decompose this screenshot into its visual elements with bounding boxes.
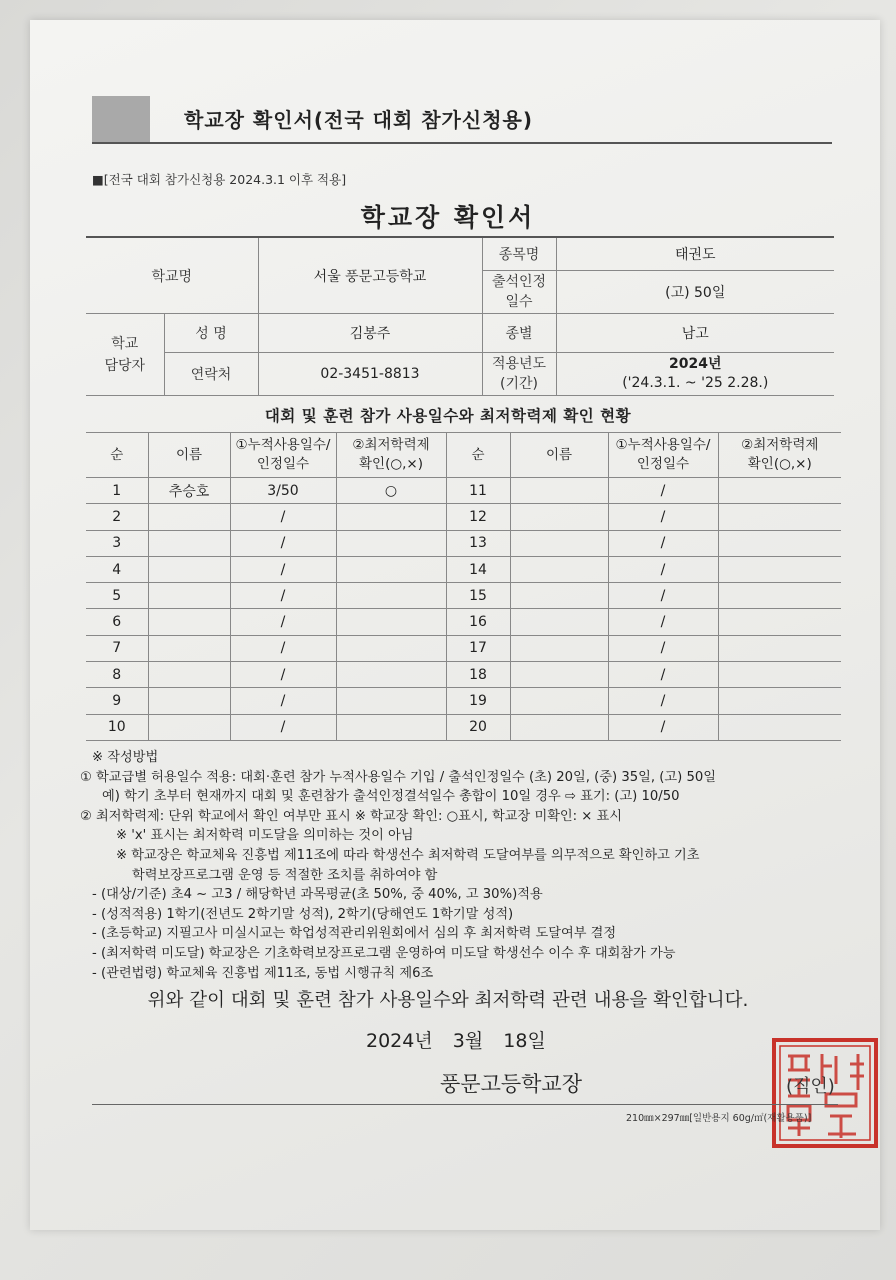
row-academic: [336, 635, 446, 661]
row-no: 12: [446, 504, 510, 530]
table-row: [86, 530, 841, 556]
row-academic: [336, 530, 446, 556]
table-row: [86, 478, 841, 504]
row-name: [148, 530, 230, 556]
table-row: [86, 609, 841, 635]
gender-label: 종별: [482, 314, 556, 353]
header-academic-1: ②최저학력제 확인(○,×): [336, 433, 446, 478]
row-days: /: [608, 609, 718, 635]
row-name: [510, 504, 608, 530]
row-no: 5: [86, 583, 148, 609]
row-days: /: [608, 556, 718, 582]
row-name: [148, 688, 230, 714]
row-days: /: [608, 583, 718, 609]
date-day: 18일: [503, 1030, 546, 1052]
period-value: ('24.3.1. ~ '25 2.28.): [622, 375, 769, 391]
instruction-line: - (성적적용) 1학기(전년도 2학기말 성적), 2학기(당해연도 1학기말 성적): [92, 906, 514, 922]
row-academic: [718, 530, 841, 556]
row-academic: [718, 583, 841, 609]
header-title: 학교장 확인서(전국 대회 참가신청용): [184, 108, 533, 132]
row-no: 19: [446, 688, 510, 714]
row-days: /: [230, 530, 336, 556]
header-no-2: 순: [446, 433, 510, 478]
row-academic: [718, 504, 841, 530]
instruction-line: ② 최저학력제: 단위 학교에서 확인 여부만 표시 ※ 학교장 확인: ○표시, 학교장 미확인: × 표시: [80, 808, 623, 824]
row-name: [148, 504, 230, 530]
row-name: [148, 556, 230, 582]
row-academic: [718, 556, 841, 582]
row-days: /: [608, 504, 718, 530]
row-no: 16: [446, 609, 510, 635]
signer-title: 풍문고등학교장: [440, 1072, 583, 1096]
row-no: 13: [446, 530, 510, 556]
attendance-days-value: (고) 50일: [556, 271, 834, 314]
row-no: 3: [86, 530, 148, 556]
instruction-line: - (최저학력 미도달) 학교장은 기초학력보장프로그램 운영하여 미도달 학생선수 이수 후 대회참가 가능: [92, 945, 676, 961]
date-year: 2024년: [366, 1030, 433, 1052]
row-days: /: [230, 609, 336, 635]
row-no: 8: [86, 662, 148, 688]
row-academic: [718, 609, 841, 635]
section-title: 대회 및 훈련 참가 사용일수와 최저학력제 확인 현황: [264, 407, 632, 425]
row-name: [148, 714, 230, 740]
table-row: [86, 504, 841, 530]
row-days: /: [608, 662, 718, 688]
row-days: /: [608, 688, 718, 714]
header-days-2: ①누적사용일수/ 인정일수: [608, 433, 718, 478]
document-header: [92, 96, 832, 144]
row-no: 18: [446, 662, 510, 688]
instruction-line: ① 학교급별 허용일수 적용: 대회·훈련 참가 누적사용일수 기입 / 출석인정일수 (초) 20일, (중) 35일, (고) 50일: [80, 769, 716, 785]
row-name: [148, 635, 230, 661]
table-row: [86, 688, 841, 714]
header-academic-2: ②최저학력제 확인(○,×): [718, 433, 841, 478]
header-name-2: 이름: [510, 433, 608, 478]
confirmation-statement: 위와 같이 대회 및 훈련 참가 사용일수와 최저학력 관련 내용을 확인합니다.: [147, 990, 749, 1011]
row-academic: [336, 662, 446, 688]
row-no: 20: [446, 714, 510, 740]
row-days: /: [230, 714, 336, 740]
gender-value: 남고: [556, 314, 834, 353]
row-days: /: [230, 688, 336, 714]
row-no: 11: [446, 478, 510, 504]
header-accent-block: [92, 96, 150, 142]
row-no: 4: [86, 556, 148, 582]
row-no: 15: [446, 583, 510, 609]
main-title: 학교장 확인서: [360, 203, 536, 232]
participation-table: [86, 432, 841, 741]
row-academic: [336, 688, 446, 714]
row-days: /: [608, 530, 718, 556]
row-academic: ○: [336, 478, 446, 504]
instruction-line: ※ 학교장은 학교체육 진흥법 제11조에 따라 학생선수 최저학력 도달여부를 의무적으로 확인하고 기초: [116, 847, 700, 863]
instruction-line: 예) 학기 초부터 현재까지 대회 및 훈련참가 출석인정결석일수 총합이 10일 경우 ⇨ 표기: (고) 10/50: [102, 789, 680, 805]
header-days-1: ①누적사용일수/ 인정일수: [230, 433, 336, 478]
row-academic: [718, 714, 841, 740]
row-no: 14: [446, 556, 510, 582]
table-row: [86, 635, 841, 661]
applicability-note: ■[전국 대회 참가신청용 2024.3.1 이후 적용]: [92, 172, 347, 187]
seal-label: (직인): [786, 1076, 835, 1097]
row-name: [510, 556, 608, 582]
row-academic: [336, 609, 446, 635]
row-name: [148, 609, 230, 635]
event-value: 태권도: [556, 237, 834, 271]
manager-name-label: 성 명: [164, 314, 258, 353]
row-days: /: [230, 504, 336, 530]
row-name: [510, 478, 608, 504]
instruction-line: ※ 'x' 표시는 최저학력 미도달을 의미하는 것이 아님: [116, 828, 414, 844]
header-name-1: 이름: [148, 433, 230, 478]
row-academic: [336, 583, 446, 609]
row-no: 10: [86, 714, 148, 740]
row-days: /: [230, 635, 336, 661]
row-name: [510, 530, 608, 556]
instruction-line: - (초등학교) 지필고사 미실시교는 학업성적관리위원회에서 심의 후 최저학력 도달여부 결정: [92, 926, 617, 942]
event-label: 종목명: [482, 237, 556, 271]
school-manager-label: 학교 담당자: [86, 314, 164, 396]
row-days: /: [230, 662, 336, 688]
row-no: 6: [86, 609, 148, 635]
row-academic: [718, 688, 841, 714]
row-name: [510, 635, 608, 661]
year-cell: [556, 353, 834, 396]
row-academic: [336, 556, 446, 582]
row-academic: [336, 504, 446, 530]
year-value: 2024년: [669, 356, 722, 372]
instruction-line: 학력보장프로그램 운영 등 적절한 조치를 취하여야 함: [132, 867, 438, 883]
row-no: 1: [86, 478, 148, 504]
row-name: [510, 662, 608, 688]
table-row: [86, 583, 841, 609]
table-header-row: [86, 433, 841, 478]
row-days: /: [608, 714, 718, 740]
instruction-line: - (대상/기준) 초4 ~ 고3 / 해당학년 과목평균(초 50%, 중 40%, 고 30%)적용: [92, 887, 543, 903]
school-info-table: [86, 236, 834, 396]
header-no-1: 순: [86, 433, 148, 478]
instructions: [80, 748, 860, 983]
row-days: /: [230, 556, 336, 582]
row-name: [148, 583, 230, 609]
table-row: [86, 662, 841, 688]
row-academic: [718, 478, 841, 504]
contact-value: 02-3451-8813: [258, 353, 482, 396]
table-row: [86, 556, 841, 582]
row-no: 17: [446, 635, 510, 661]
manager-name-value: 김봉주: [258, 314, 482, 353]
row-days: 3/50: [230, 478, 336, 504]
school-name-label: 학교명: [86, 237, 258, 314]
row-academic: [718, 662, 841, 688]
year-label: 적용년도 (기간): [482, 353, 556, 396]
attendance-days-label: 출석인정 일수: [482, 271, 556, 314]
row-days: /: [608, 478, 718, 504]
table-row: [86, 714, 841, 740]
row-no: 7: [86, 635, 148, 661]
row-days: /: [608, 635, 718, 661]
paper-spec: 210㎜×297㎜[일반용지 60g/㎡(재활용품)]: [626, 1113, 812, 1124]
date-month: 3월: [452, 1030, 484, 1052]
row-days: /: [230, 583, 336, 609]
issue-date: [366, 1026, 546, 1053]
contact-label: 연락처: [164, 353, 258, 396]
school-name-value: 서울 풍문고등학교: [258, 237, 482, 314]
row-name: [510, 609, 608, 635]
instruction-line: ※ 작성방법: [92, 750, 159, 765]
row-name: [510, 714, 608, 740]
row-no: 9: [86, 688, 148, 714]
bottom-divider: [92, 1104, 838, 1105]
row-academic: [336, 714, 446, 740]
instruction-line: - (관련법령) 학교체육 진흥법 제11조, 동법 시행규칙 제6조: [92, 965, 434, 981]
row-academic: [718, 635, 841, 661]
row-name: [510, 583, 608, 609]
row-name: 추승호: [148, 478, 230, 504]
row-name: [148, 662, 230, 688]
row-name: [510, 688, 608, 714]
row-no: 2: [86, 504, 148, 530]
